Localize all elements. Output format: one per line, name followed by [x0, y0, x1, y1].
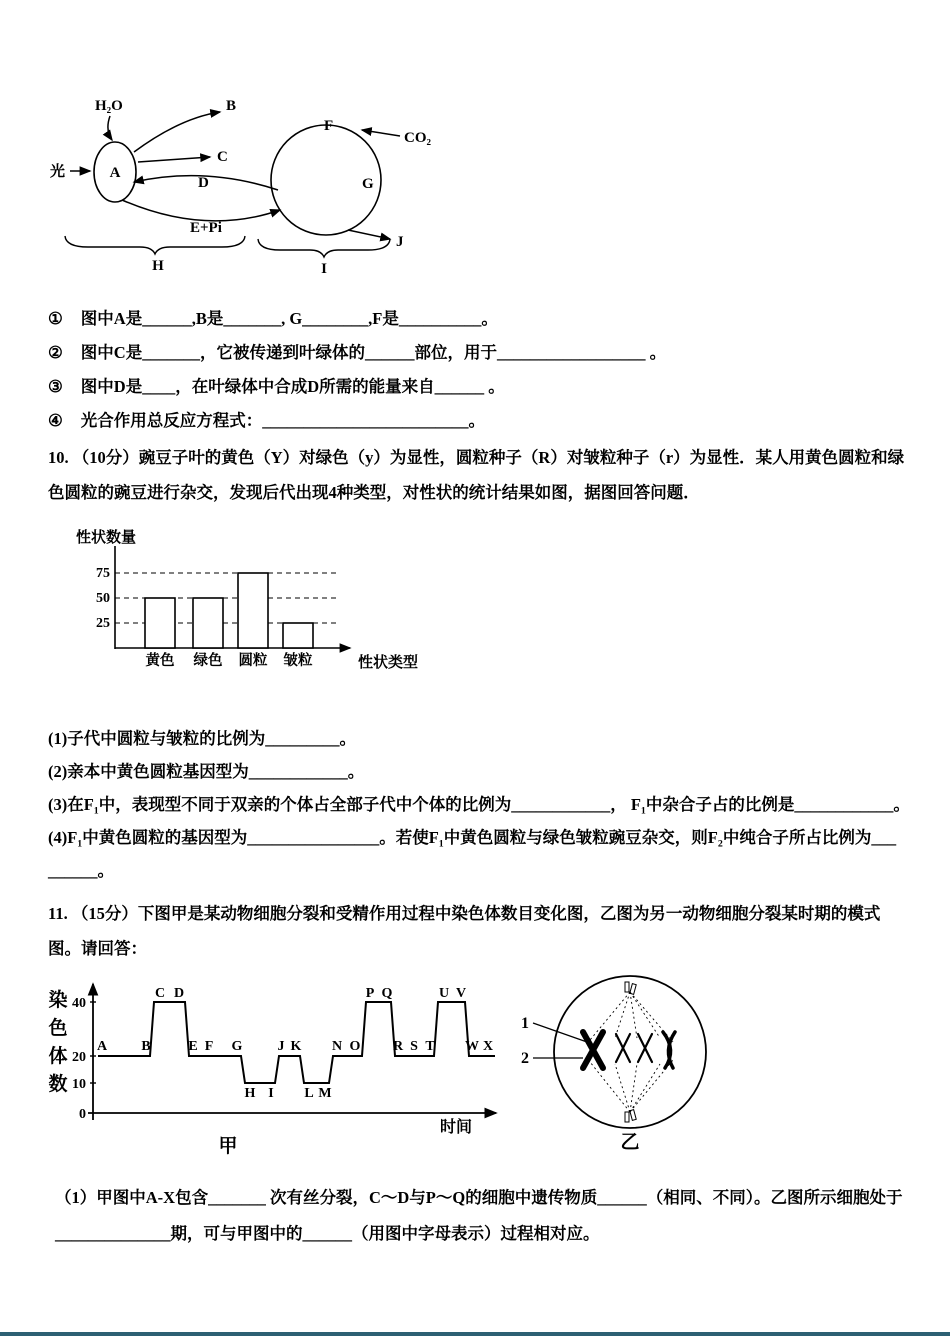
cell-label-1: 1 [521, 1015, 529, 1032]
bar-ytick-75: 75 [96, 566, 110, 581]
bar-ytick-25: 25 [96, 616, 110, 631]
q10-sub-2: (2)亲本中黄色圆粒基因型为____________。 [48, 762, 365, 781]
graph-letter-K: K [290, 1039, 302, 1054]
bar-cat-green: 绿色 [193, 653, 223, 669]
ytick-40: 40 [72, 996, 86, 1011]
spindle-fibers [590, 992, 673, 1112]
cell-label-1-line [533, 1023, 587, 1042]
q9-item-3-number: ③ [48, 377, 63, 396]
shuttle-loop-group [122, 175, 280, 236]
calvin-cycle-group [271, 118, 432, 250]
q10-sub-3: (3)在F₁中，表现型不同于双亲的个体占全部子代中个体的比例为____________， F₁中杂合子占的比例是____________。 [48, 795, 910, 814]
graph-letter-V: V [455, 986, 467, 1001]
photosynthesis-diagram [40, 86, 465, 284]
cell-caption-yi: 乙 [620, 1132, 640, 1153]
q11-sub-1: （1）甲图中A-X包含_______ 次有丝分裂，C～D与P～Q的细胞中遗传物质______（相同、不同）。乙图所示细胞处于______________期，可与甲图中的______（用图中字母表示）过程相对应。 [55, 1188, 903, 1243]
q10-subquestions [48, 722, 912, 887]
bar-chart-ylabel: 性状数量 [76, 530, 137, 546]
label-b: B [226, 98, 237, 114]
ylabel-char-3: 体 [48, 1046, 68, 1067]
q11-stem: 11. （15分）下图甲是某动物细胞分裂和受精作用过程中染色体数目变化图，乙图为另一动物细胞分裂某时期的模式图。请回答： [48, 904, 881, 958]
ylabel-char-2: 色 [48, 1018, 68, 1039]
label-d: D [198, 175, 209, 191]
graph-letter-I: I [268, 1086, 274, 1101]
q10-stem: 10. （10分）豌豆子叶的黄色（Y）对绿色（y）为显性，圆粒种子（R）对皱粒种子（r）为显性．某人用黄色圆粒和绿色圆粒的豌豆进行杂交，发现后代出现4种类型，对性状的统计结果如图，据图回答问题． [48, 448, 905, 502]
bar-yellow [145, 598, 175, 648]
brace-group [65, 236, 390, 277]
graph-letter-B: B [141, 1039, 151, 1054]
graph-letter-G: G [231, 1039, 243, 1054]
bar-cat-yellow: 黄色 [145, 653, 175, 669]
trait-bar-chart [70, 516, 470, 686]
ytick-10: 10 [72, 1077, 86, 1092]
underbrace-right [258, 239, 390, 257]
ylabel-char-1: 染 [48, 990, 68, 1011]
h2o-arrow [108, 116, 112, 140]
q9-item-4-text: 光合作用总反应方程式：_________________________。 [80, 411, 486, 430]
co2-arrow [362, 130, 400, 136]
bar-cat-wrinkled: 皱粒 [283, 653, 313, 669]
arrow-epi-forward [122, 200, 280, 221]
cell-division-diagram [515, 962, 800, 1177]
q9-item-2-text: 图中C是_______，它被传递到叶绿体的______部位，用于__________________ 。 [80, 343, 667, 362]
bar-cat-round: 圆粒 [238, 653, 268, 669]
graph-letter-W: W [465, 1039, 479, 1054]
arrow-to-c [138, 157, 210, 162]
graph-xlabel: 时间 [440, 1119, 473, 1136]
bar-ytick-50: 50 [96, 591, 110, 606]
graph-letter-D: D [173, 986, 185, 1001]
underbrace-left [65, 236, 245, 254]
graph-letters [97, 986, 493, 1101]
graph-letter-A: A [96, 1039, 108, 1054]
ylabel-char-4: 数 [48, 1074, 68, 1095]
bar-chart-xlabel: 性状类型 [358, 655, 419, 671]
bar-round [238, 573, 268, 648]
graph-letter-L: L [304, 1086, 314, 1101]
label-c: C [217, 149, 228, 165]
q9-item-1 [48, 302, 912, 336]
label-a: A [109, 165, 121, 181]
graph-letter-F: F [204, 1039, 214, 1054]
chromosome-line-graph [38, 970, 518, 1175]
cell-membrane [554, 976, 706, 1128]
q10-sub-1: (1)子代中圆粒与皱粒的比例为_________。 [48, 729, 356, 748]
graph-letter-T: T [425, 1039, 435, 1054]
graph-letter-Q: Q [381, 986, 393, 1001]
q9-item-3 [48, 370, 912, 404]
bar-green [193, 598, 223, 648]
graph-letter-X: X [482, 1039, 494, 1054]
label-e-pi: E+Pi [190, 220, 222, 236]
q9-item-3-text: 图中D是____，在叶绿体中合成D所需的能量来自______ 。 [80, 377, 505, 396]
cell-label-2: 2 [521, 1050, 529, 1067]
graph-letter-E: E [188, 1039, 198, 1054]
arrow-to-j [348, 230, 390, 239]
brace-left-label: H [152, 258, 164, 274]
ytick-20: 20 [72, 1050, 86, 1065]
q9-items [48, 302, 912, 438]
q9-item-2 [48, 336, 912, 370]
graph-letter-S: S [410, 1039, 418, 1054]
chromosomes [583, 1032, 675, 1068]
graph-letter-N: N [331, 1039, 343, 1054]
bars [145, 573, 313, 648]
q10-sub-4: (4)F₁中黄色圆粒的基因型为________________。若使F₁中黄色圆粒与绿色皱粒豌豆杂交，则F₂中纯合子所占比例为___ ______。 [48, 828, 897, 880]
q9-item-1-number: ① [48, 309, 63, 328]
label-f: F [324, 118, 334, 134]
graph-caption-jia: 甲 [218, 1136, 238, 1157]
q9-item-4-number: ④ [48, 411, 63, 430]
graph-letter-U: U [438, 986, 450, 1001]
graph-letter-M: M [318, 1086, 332, 1101]
q9-item-2-number: ② [48, 343, 63, 362]
graph-letter-J: J [277, 1039, 285, 1054]
footer-rule [0, 1332, 950, 1336]
label-j: J [396, 234, 404, 250]
brace-right-label: I [321, 261, 327, 277]
q9-item-4 [48, 404, 912, 438]
graph-letter-C: C [154, 986, 166, 1001]
graph-letter-R: R [392, 1039, 404, 1054]
graph-letter-H: H [244, 1086, 256, 1101]
graph-letter-O: O [349, 1039, 361, 1054]
label-g: G [362, 176, 374, 192]
co2-label: CO₂ [404, 130, 431, 146]
h2o-label: H₂O [95, 98, 123, 114]
ytick-0: 0 [79, 1107, 86, 1122]
bar-wrinkled [283, 623, 313, 648]
arrow-to-b [134, 112, 220, 152]
graph-letter-P: P [365, 986, 375, 1001]
q9-item-1-text: 图中A是______,B是_______, G________,F是__________。 [80, 309, 498, 328]
light-label: 光 [50, 164, 66, 180]
graph-y-axis-label [48, 988, 67, 1095]
